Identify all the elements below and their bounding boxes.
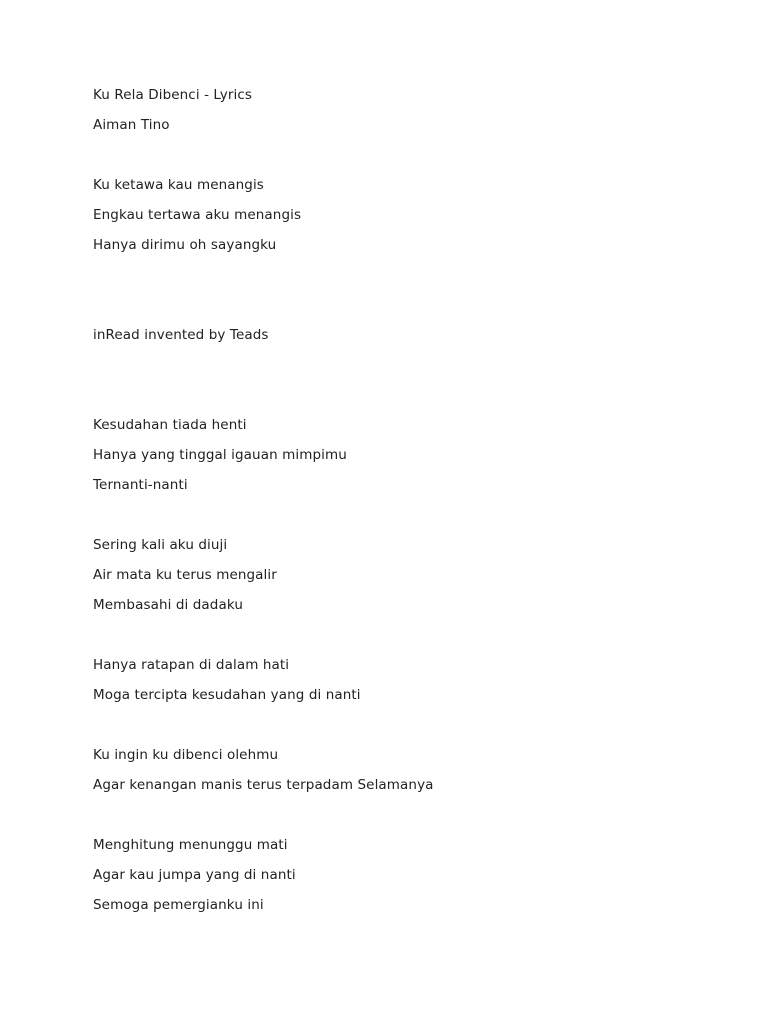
song-artist: Aiman Tino: [93, 117, 170, 133]
lyric-line: Moga tercipta kesudahan yang di nanti: [93, 687, 361, 703]
lyric-line: Hanya yang tinggal igauan mimpimu: [93, 447, 347, 463]
lyric-line: Ternanti-nanti: [93, 477, 188, 493]
lyric-line: Agar kau jumpa yang di nanti: [93, 867, 296, 883]
song-title: Ku Rela Dibenci - Lyrics: [93, 87, 253, 103]
lyric-line: Ku ketawa kau menangis: [93, 177, 264, 193]
lyric-line: Air mata ku terus mengalir: [93, 567, 277, 583]
lyric-line: Menghitung menunggu mati: [93, 837, 288, 853]
lyric-line: Hanya ratapan di dalam hati: [93, 657, 290, 673]
lyric-line: Agar kenangan manis terus terpadam Selamanya: [93, 777, 434, 793]
lyric-line: Kesudahan tiada henti: [93, 417, 247, 433]
lyric-line: Semoga pemergianku ini: [93, 897, 264, 913]
lyric-line: Engkau tertawa aku menangis: [93, 207, 302, 223]
lyric-line: Membasahi di dadaku: [93, 597, 244, 613]
ad-label[interactable]: inRead invented by Teads: [93, 327, 269, 343]
lyric-line: Ku ingin ku dibenci olehmu: [93, 747, 279, 763]
lyric-line: Hanya dirimu oh sayangku: [93, 237, 277, 253]
lyric-line: Sering kali aku diuji: [93, 537, 228, 553]
